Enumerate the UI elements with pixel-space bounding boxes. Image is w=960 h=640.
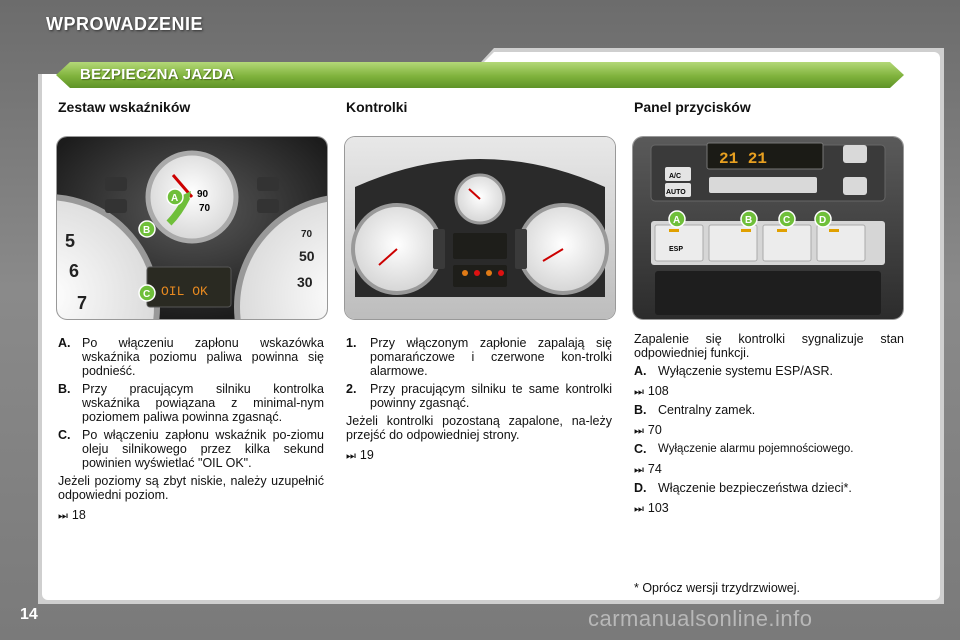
col1-item-c-text: Po włączeniu zapłonu wskaźnik po-ziomu oleju silnikowego przez kilka sekund powinien wyświetlać "OIL OK". (82, 428, 324, 470)
col3-intro: Zapalenie się kontrolki sygnalizuje stan odpowiedniej funkcji. (634, 332, 904, 360)
fuel-gauge-70: 70 (199, 203, 211, 214)
instrument-cluster-photo (57, 137, 327, 319)
ref-arrow-icon: ⏭ (634, 503, 644, 515)
fuel-gauge-90: 90 (197, 189, 209, 200)
button-panel-photo (633, 137, 903, 319)
watermark: carmanualsonline.info (588, 606, 813, 631)
col2-note: Jeżeli kontrolki pozostaną zapalone, na-leży przejść do odpowiedniej strony. (346, 414, 612, 442)
page-title: WPROWADZENIE (46, 14, 203, 34)
col2-item-1-text: Przy włączonym zapłonie zapalają się pomarańczowe i czerwone kon-trolki alarmowe. (370, 336, 612, 378)
col3-text (634, 332, 904, 520)
col1-item-a (58, 336, 324, 378)
col1-text (58, 336, 324, 527)
col1-item-b-key: B. (58, 382, 71, 396)
col1-ref-page: 18 (71, 508, 86, 522)
col2-ref-page: 19 (359, 448, 374, 462)
col3-item-d-text: Włączenie bezpieczeństwa dzieci*. (658, 481, 852, 495)
col3-item-d-key: D. (634, 481, 647, 495)
col3-item-b-key: B. (634, 403, 647, 417)
col3-item-c-text: Wyłączenie alarmu pojemnościowego. (658, 443, 854, 455)
tach-6: 6 (69, 261, 80, 281)
speed-50: 50 (299, 248, 315, 264)
tach-7: 7 (77, 293, 88, 313)
lcd-oil-ok: OIL OK (161, 284, 208, 299)
ref-arrow-icon: ⏭ (634, 425, 644, 437)
callout-c-panel: C (783, 215, 791, 226)
col3-heading: Panel przycisków (634, 99, 751, 115)
col3-item-d (634, 481, 904, 495)
callout-d-panel: D (819, 215, 827, 226)
col3-ref-d-page: 103 (647, 501, 669, 515)
col2-item-1 (346, 336, 612, 378)
col3-item-c (634, 442, 904, 456)
col1-ref[interactable] (58, 508, 324, 523)
auto-label: AUTO (666, 189, 686, 196)
col3-item-a-text: Wyłączenie systemu ESP/ASR. (658, 364, 833, 378)
col3-ref-c-page: 74 (647, 462, 662, 476)
callout-b: B (143, 225, 151, 236)
col1-item-b-text: Przy pracującym silniku kontrolka wskaźnika powiązana z minimal-nym poziomem paliwa powinna zgasnąć. (82, 382, 324, 424)
col1-item-c-key: C. (58, 428, 71, 442)
ref-arrow-icon: ⏭ (346, 450, 356, 462)
climate-display: 21 21 (719, 150, 768, 168)
col2-item-1-key: 1. (346, 336, 357, 350)
col2-item-2 (346, 382, 612, 410)
col1-item-b (58, 382, 324, 424)
dashboard-photo (345, 137, 615, 319)
col2-text (346, 336, 612, 467)
speed-30: 30 (297, 274, 313, 290)
col1-item-a-text: Po włączeniu zapłonu wskazówka wskaźnika poziomu paliwa powinna się podnieść. (82, 336, 324, 378)
col3-ref-d[interactable] (634, 501, 904, 516)
col1-item-a-key: A. (58, 336, 71, 350)
ref-arrow-icon: ⏭ (634, 464, 644, 476)
ac-label: A/C (669, 173, 682, 180)
col3-ref-a[interactable] (634, 384, 904, 399)
col3-ref-b[interactable] (634, 423, 904, 438)
col2-heading: Kontrolki (346, 99, 408, 115)
col3-ref-a-page: 108 (647, 384, 669, 398)
speed-70: 70 (301, 229, 313, 240)
col1-item-c (58, 428, 324, 470)
col2-ref[interactable] (346, 448, 612, 463)
esp-label: ESP (669, 246, 684, 253)
ref-arrow-icon: ⏭ (58, 510, 68, 522)
col1-heading: Zestaw wskaźników (58, 99, 191, 115)
callout-b-panel: B (745, 215, 753, 226)
ref-arrow-icon: ⏭ (634, 386, 644, 398)
col3-item-c-key: C. (634, 442, 647, 456)
callout-a-panel: A (673, 215, 681, 226)
col3-footnote: * Oprócz wersji trzydrzwiowej. (634, 581, 801, 595)
section-banner-title: BEZPIECZNA JAZDA (80, 66, 235, 83)
tach-5: 5 (65, 231, 76, 251)
col1-note: Jeżeli poziomy są zbyt niskie, należy uzupełnić odpowiedni poziom. (58, 474, 324, 502)
callout-a: A (171, 193, 179, 204)
col2-item-2-key: 2. (346, 382, 357, 396)
callout-c: C (143, 289, 151, 300)
col3-ref-b-page: 70 (647, 423, 662, 437)
col2-item-2-text: Przy pracującym silniku te same kontrolki powinny zgasnąć. (370, 382, 612, 410)
col3-item-b-text: Centralny zamek. (658, 403, 756, 417)
col3-item-b (634, 403, 904, 417)
page-number: 14 (20, 606, 38, 623)
col3-ref-c[interactable] (634, 462, 904, 477)
col3-item-a-key: A. (634, 364, 647, 378)
col3-item-a (634, 364, 904, 378)
